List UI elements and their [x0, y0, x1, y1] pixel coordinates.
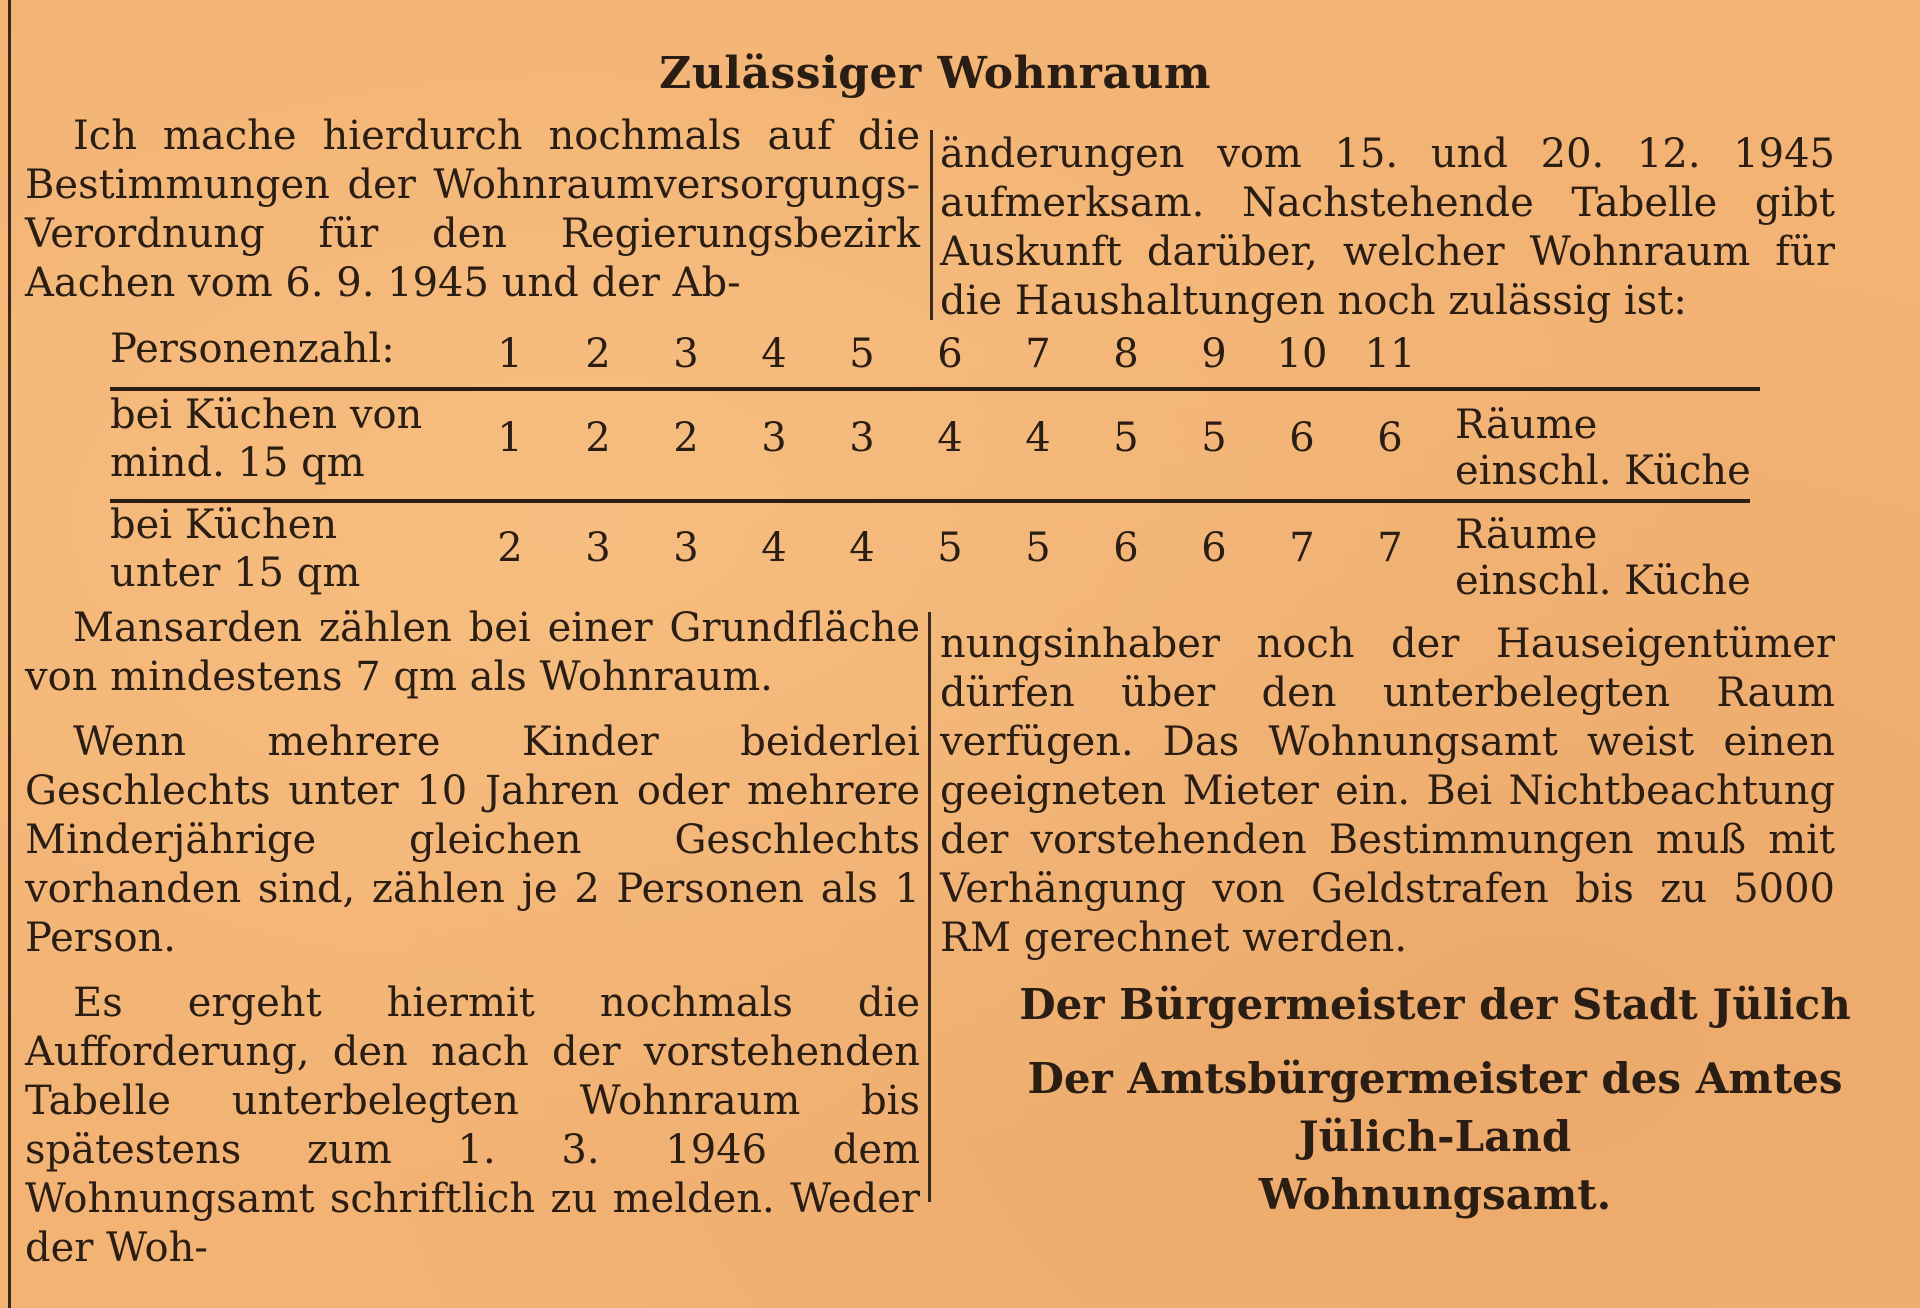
persons-cell: 9: [1201, 331, 1227, 377]
body-column-divider: [928, 612, 931, 1202]
table-cell: 3: [673, 525, 699, 571]
table-header-row: [110, 325, 1760, 385]
table-cell: 3: [761, 415, 787, 461]
row-unit-line2: einschl. Küche: [1455, 448, 1751, 494]
signature-line-4: Wohnungsamt.: [1258, 1170, 1612, 1219]
persons-cell: 5: [849, 331, 875, 377]
table-cell: 5: [937, 525, 963, 571]
table-cell: 4: [761, 525, 787, 571]
body-left-column: [25, 604, 920, 1273]
table-cell: 5: [1201, 415, 1227, 461]
table-cell: 6: [1377, 415, 1403, 461]
row-unit-line2: einschl. Küche: [1455, 558, 1751, 604]
table-cell: 3: [585, 525, 611, 571]
intro-left-text: Ich mache hierdurch nochmals auf die Bestimmungen der Wohnraumversorgungs-Verordnung für den Regierungsbezirk Aachen vom 6. 9. 1945 und der Ab-: [25, 113, 920, 306]
paragraph-mansarden: Mansarden zählen bei einer Grundfläche von mindestens 7 qm als Wohnraum.: [25, 605, 920, 700]
body-right-column: [940, 620, 1835, 963]
persons-cell: 10: [1276, 331, 1328, 377]
table-cell: 6: [1289, 415, 1315, 461]
table-cell: 3: [849, 415, 875, 461]
row-label-line1: bei Küchen von: [110, 392, 423, 438]
page-border-left: [8, 0, 11, 1308]
table-cell: 4: [849, 525, 875, 571]
signature-line-3: Jülich-Land: [1298, 1112, 1572, 1161]
table-cell: 2: [673, 415, 699, 461]
intro-right-text: änderungen vom 15. und 20. 12. 1945 aufmerksam. Nachstehende Tabelle gibt Auskunft darüber, welcher Wohnraum für die Haushaltungen noch zulässig ist:: [940, 131, 1835, 324]
table-cell: 6: [1201, 525, 1227, 571]
paragraph-verfuegung: nungsinhaber noch der Hauseigentümer dürfen über den unterbelegten Raum verfügen. Das Wohnungsamt weist einen geeigneten Mieter ein. Bei Nichtbeachtung der vorstehenden Bestimmungen muß mit Verhängung von Geldstrafen bis zu 5000 RM gerechnet werden.: [940, 621, 1835, 961]
intro-right-column: [940, 130, 1835, 326]
intro-column-divider: [930, 130, 933, 320]
paragraph-kinder: Wenn mehrere Kinder beiderlei Geschlechts unter 10 Jahren oder mehrere Minderjährige gleichen Geschlechts vorhanden sind, zählen je 2 Personen als 1 Person.: [25, 719, 920, 961]
table-cell: 2: [585, 415, 611, 461]
persons-cell: 4: [761, 331, 787, 377]
table-cell: 2: [497, 525, 523, 571]
table-cell: 1: [497, 415, 523, 461]
table-cell: 7: [1377, 525, 1403, 571]
row-unit-line1: Räume: [1455, 402, 1598, 448]
table-cell: 7: [1289, 525, 1315, 571]
persons-cell: 3: [673, 331, 699, 377]
persons-cell: 2: [585, 331, 611, 377]
table-cell: 5: [1025, 525, 1051, 571]
table-cell: 5: [1113, 415, 1139, 461]
persons-cell: 11: [1364, 331, 1416, 377]
table-row-small-kitchen: [110, 501, 1760, 611]
table-cell: 4: [1025, 415, 1051, 461]
persons-cell: 7: [1025, 331, 1051, 377]
persons-header-label: Personenzahl:: [110, 326, 395, 372]
intro-left-column: [25, 112, 920, 308]
persons-cell: 8: [1113, 331, 1139, 377]
persons-cell: 6: [937, 331, 963, 377]
signature-line-1: Der Bürgermeister der Stadt Jülich: [1019, 980, 1851, 1029]
table-row-large-kitchen: [110, 391, 1760, 499]
table-cell: 6: [1113, 525, 1139, 571]
signature-line-2: Der Amtsbürgermeister des Amtes: [1027, 1054, 1843, 1103]
persons-cell: 1: [497, 331, 523, 377]
article-title: Zulässiger Wohnraum: [659, 48, 1211, 99]
row-label-line1: bei Küchen: [110, 502, 338, 548]
table-cell: 4: [937, 415, 963, 461]
row-label-line2: unter 15 qm: [110, 550, 361, 596]
paragraph-aufforderung: Es ergeht hiermit nochmals die Aufforderung, den nach der vorstehenden Tabelle unterbelegten Wohnraum bis spätestens zum 1. 3. 1946 dem Wohnungsamt schriftlich zu melden. Weder der Woh-: [25, 980, 920, 1271]
row-unit-line1: Räume: [1455, 512, 1598, 558]
row-label-line2: mind. 15 qm: [110, 440, 365, 486]
